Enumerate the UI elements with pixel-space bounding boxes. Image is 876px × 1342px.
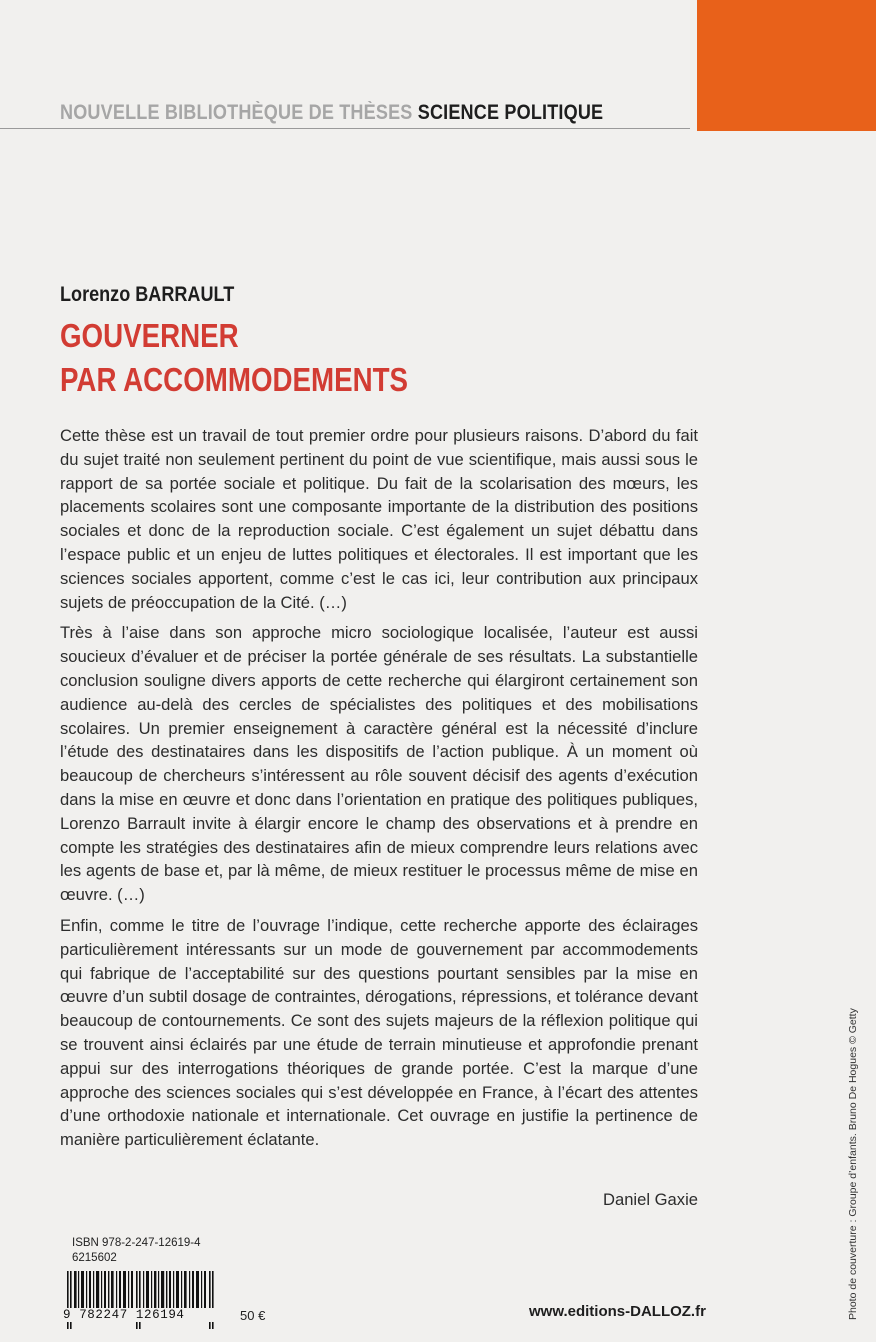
- publisher-website[interactable]: www.editions-DALLOZ.fr: [529, 1303, 706, 1320]
- author-name: Lorenzo BARRAULT: [60, 283, 235, 306]
- title-line-2: PAR ACCOMMODEMENTS: [60, 361, 409, 398]
- paragraph-3: Enfin, comme le titre de l’ouvrage l’indique, cette recherche apporte des éclairages particulièrement intéressants sur un mode de gouvernement par accommodements qui fabrique de l’acceptabilité sur des questions pourtant sensibles par la mise en œuvre d’un subtil dosage de contraintes, dérogations, répressions, et tolérance devant beaucoup de contournements. Ce sont des sujets majeurs de la réflexion politique qui se trouvent ainsi éclairés par une étude de terrain minutieuse et approfondie prenant appui sur des interrogations théoriques de grande portée. C’est la marque d’une approche des sciences sociales qui s’est développée en France, à l’écart des attentes d’une orthodoxie nationale et internationale. Cet ouvrage en justifie la pertinence de manière particulièrement éclatante.: [60, 915, 698, 1150]
- series-name: SCIENCE POLITIQUE: [417, 101, 604, 124]
- series-title: [60, 96, 603, 130]
- paragraph-1: Cette thèse est un travail de tout premier ordre pour plusieurs raisons. D’abord du fait du sujet traité non seulement pertinent du point de vue scientifique, mais aussi sous le rapport de sa portée sociale et politique. Du fait de la scolarisation des mœurs, les placements scolaires sont une composante importante de la distribution des positions sociales et donc de la reproduction sociale. C’est également un sujet débattu dans l’espace public et un enjeu de luttes politiques et électorales. Il est important que les sciences sociales apportent, comme c’est le cas ici, leur contribution aux principaux sujets de préoccupation de la Cité. (…): [60, 426, 698, 612]
- isbn: ISBN 978-2-247-12619-4: [72, 1237, 201, 1249]
- book-title: [60, 314, 408, 402]
- orange-corner-block: [697, 0, 876, 131]
- back-cover-text: [60, 424, 698, 1159]
- series-prefix: NOUVELLE BIBLIOTHÈQUE DE THÈSES: [60, 101, 418, 124]
- isbn-block: [72, 1236, 201, 1266]
- paragraph-2: Très à l’aise dans son approche micro sociologique localisée, l’auteur est aussi soucieux d’évaluer et de préciser la portée générale de ses résultats. La substantielle conclusion souligne divers apports de cette recherche qui élargiront certainement son audience au-delà des cercles de spécialistes des politiques et des mobilisations scolaires. Un premier enseignement à caractère général est la nécessité d’inclure l’étude des destinataires dans les dispositifs de l’action publique. À un moment où beaucoup de chercheurs s’intéressent au rôle souvent décisif des agents d’exécution dans la mise en œuvre et donc dans l’orientation en pratique des politiques publiques, Lorenzo Barrault invite à élargir encore le champ des observations et à prendre en compte les stratégies des destinataires afin de mieux comprendre leurs relations avec les agents de base et, par là même, de mieux restituer le processus même de mise en œuvre. (…): [60, 623, 698, 905]
- barcode-icon: [63, 1271, 228, 1333]
- photo-credit: Photo de couverture : Groupe d’enfants. Bruno De Hogues © Getty: [847, 1008, 859, 1320]
- product-code: 6215602: [72, 1252, 117, 1264]
- price: 50 €: [240, 1308, 266, 1323]
- barcode-digits: 9 782247 126194: [63, 1308, 228, 1322]
- signature: Daniel Gaxie: [602, 1190, 698, 1209]
- title-line-1: GOUVERNER: [60, 317, 239, 354]
- header-rule: [0, 128, 690, 129]
